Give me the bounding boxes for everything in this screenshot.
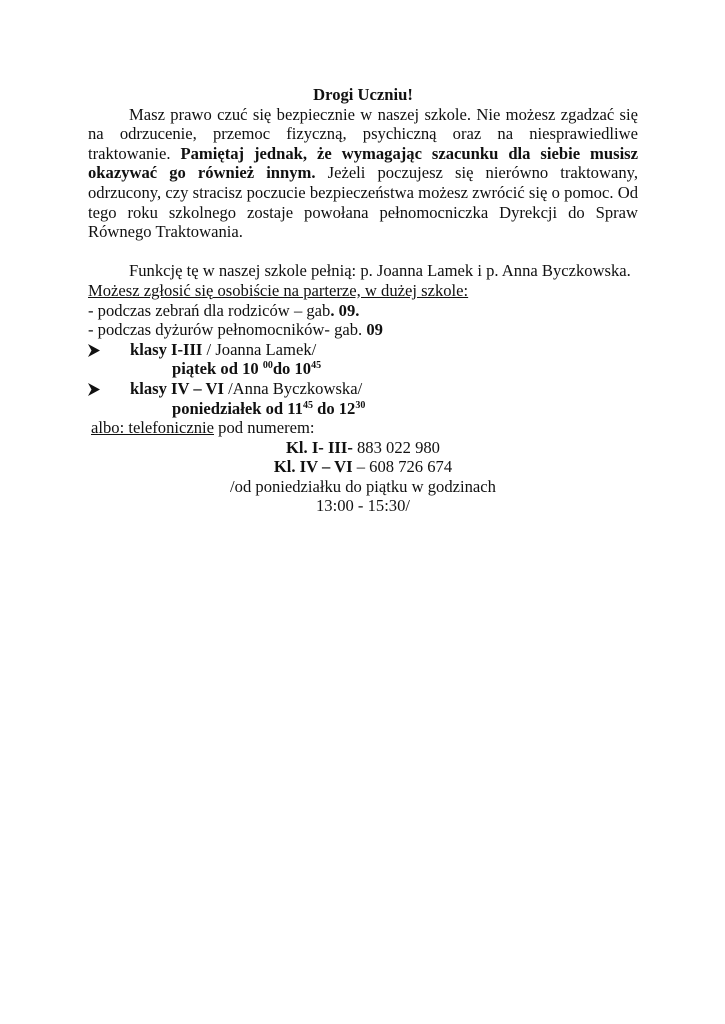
schedule-teacher: / Joanna Lamek/ (202, 339, 317, 359)
schedule-teacher: /Anna Byczkowska/ (223, 378, 363, 398)
intro-text-1: Masz prawo czuć się bezpiecznie w naszej szkole. Nie możesz zgadzać się na odrzucenie, przemoc fizyczną, psychiczną oraz na niesprawiedliwe traktowanie. (88, 104, 638, 163)
schedule-item-1 (88, 340, 638, 360)
intro-text-2: Jeżeli poczujesz się nierówno traktowany, odrzucony, czy stracisz poczucie bezpieczeństwa możesz zwrócić się o pomoc. Od tego roku szkolnego zostaje powołana pełnomocniczka Dyrekcji do Spraw Równego Traktowania. (88, 163, 638, 242)
report-heading: Możesz zgłosić się osobiście na parterze, w dużej szkole: (88, 280, 469, 300)
contact-line-2 (88, 457, 638, 477)
schedule-classes: klasy IV – VI (130, 378, 224, 398)
contact-number: – 608 726 674 (352, 457, 453, 477)
letter-body (88, 85, 638, 516)
schedule-time-2: poniedziałek od $11^{45}$ do $12^{30}$ (172, 398, 366, 418)
contact-line-1 (88, 438, 638, 458)
phone-text: pod numerem: (214, 418, 315, 438)
meetings-line (88, 301, 638, 321)
duties-room: 09 (366, 320, 383, 340)
schedule-item-2 (88, 379, 638, 399)
arrowhead-bullet-icon (88, 344, 100, 357)
letter-title: Drogi Uczniu! (313, 85, 413, 104)
contact-label: Kl. IV – VI (273, 457, 353, 477)
arrowhead-bullet-icon (88, 383, 100, 396)
schedule-time-1: piątek od 10 $^{00}$do $10^{45}$ (172, 359, 322, 379)
contact-label: Kl. I- III- (286, 437, 353, 457)
blank-line (88, 242, 638, 262)
intro-bold-text: Pamiętaj jednak, że wymagając szacunku dla siebie musisz okazywać go również innym. (88, 143, 639, 183)
phone-line (88, 418, 638, 438)
meetings-room: . 09. (330, 300, 360, 320)
function-paragraph: Funkcję tę w naszej szkole pełnią: p. Joanna Lamek i p. Anna Byczkowska. (129, 261, 631, 281)
schedule-classes: klasy I-III (130, 339, 203, 359)
duties-line (88, 320, 638, 340)
hours-line-2: 13:00 - 15:30/ (315, 496, 411, 516)
duties-text: - podczas dyżurów pełnomocników- gab. (88, 320, 367, 340)
contact-number: 883 022 980 (352, 437, 440, 457)
phone-label: albo: telefonicznie (91, 418, 215, 438)
meetings-text: - podczas zebrań dla rodziców – gab (88, 300, 331, 320)
intro-paragraph (88, 105, 638, 242)
hours-line-1: /od poniedziałku do piątku w godzinach (230, 476, 496, 496)
